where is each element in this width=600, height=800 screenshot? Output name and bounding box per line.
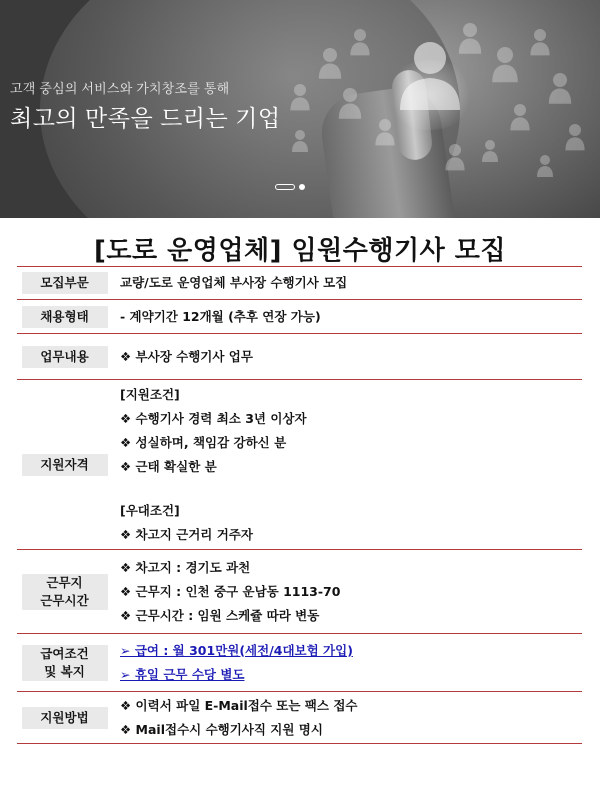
network-person-body (290, 97, 309, 110)
table-row (17, 634, 582, 692)
row-label (22, 272, 108, 294)
row-label-text: 근무지 (46, 574, 83, 590)
carousel-indicator[interactable] (275, 184, 305, 190)
network-person-body (510, 117, 529, 130)
row-label-text: 채용형태 (40, 308, 89, 324)
content-line: ❖ 이력서 파일 E-Mail접수 또는 팩스 접수 (120, 697, 358, 713)
network-person-body (537, 166, 553, 177)
network-person-body (445, 157, 464, 170)
network-person-body (565, 137, 584, 150)
network-person-icon (497, 47, 513, 63)
row-label (22, 346, 108, 368)
content-line: ❖ 근무시간 : 임원 스케쥴 따라 변동 (120, 607, 320, 623)
hero-subtitle: 고객 중심의 서비스와 가치창조를 통해 (10, 81, 230, 96)
network-person-icon (540, 155, 550, 165)
row-label-cell (17, 692, 112, 743)
row-label-text: 지원방법 (40, 709, 89, 725)
network-person-icon (323, 48, 337, 62)
network-person-body (350, 42, 369, 55)
row-label-cell (17, 380, 112, 549)
network-person-body (375, 132, 394, 145)
row-label (22, 645, 108, 681)
row-label (22, 574, 108, 610)
table-row (17, 692, 582, 744)
row-label (22, 454, 108, 476)
row-label-text: 지원자격 (40, 456, 89, 472)
row-label-cell (17, 334, 112, 379)
hero-glow (385, 60, 475, 130)
network-person-icon (514, 104, 526, 116)
content-line: ❖ 수행기사 경력 최소 3년 이상자 (120, 410, 307, 426)
network-person-icon (379, 119, 391, 131)
row-content (112, 550, 582, 633)
content-line: ❖ 차고지 : 경기도 과천 (120, 559, 251, 575)
row-content (112, 380, 582, 549)
network-person-icon (294, 84, 306, 96)
table-row (17, 300, 582, 334)
content-line: [지원조건] (120, 386, 180, 402)
row-label-text: 급여조건 (40, 645, 89, 661)
row-label (22, 707, 108, 729)
table-row (17, 550, 582, 634)
content-line: ❖ 근태 확실한 분 (120, 458, 217, 474)
network-person-icon (485, 140, 495, 150)
network-person-body (492, 65, 518, 83)
carousel-dot[interactable] (299, 184, 305, 190)
content-line: [우대조건] (120, 502, 180, 518)
row-label-text: 및 복지 (44, 663, 85, 679)
network-person-body (292, 141, 308, 152)
recruitment-table (17, 266, 582, 744)
content-line: 교량/도로 운영업체 부사장 수행기사 모집 (120, 275, 348, 290)
content-line: ❖ 성실하며, 책임감 강하신 분 (120, 434, 287, 450)
carousel-dot-active[interactable] (275, 184, 295, 190)
content-line: - 계약기간 12개월 (추후 연장 가능) (120, 308, 321, 324)
network-person-icon (534, 29, 546, 41)
content-line: ❖ 차고지 근거리 거주자 (120, 526, 253, 542)
table-row (17, 380, 582, 550)
row-content (112, 692, 582, 743)
network-person-icon (354, 29, 366, 41)
benefit-link[interactable]: ➢ 급여 : 월 301만원(세전/4대보험 가입) (120, 642, 353, 658)
row-label-text: 업무내용 (40, 348, 89, 364)
row-content (112, 334, 582, 379)
page-title: [도로 운영업체] 임원수행기사 모집 (93, 236, 507, 266)
row-content (112, 634, 582, 691)
hero-headline: 최고의 만족을 드리는 기업 (10, 105, 281, 131)
network-person-icon (343, 88, 357, 102)
row-label-cell (17, 267, 112, 299)
table-row (17, 266, 582, 300)
row-label-text: 모집부문 (40, 275, 89, 290)
row-label (22, 306, 108, 328)
network-person-body (482, 151, 498, 162)
network-person-icon (295, 130, 305, 140)
network-person-icon (569, 124, 581, 136)
row-content (112, 267, 582, 299)
network-person-body (549, 88, 571, 103)
network-person-icon (463, 23, 477, 37)
content-line: ❖ Mail접수시 수행기사직 지원 명시 (120, 721, 323, 737)
row-content (112, 300, 582, 333)
content-line: ❖ 부사장 수행기사 업무 (120, 348, 253, 364)
benefit-link[interactable]: ➢ 휴일 근무 수당 별도 (120, 666, 245, 682)
network-person-body (319, 63, 341, 78)
network-person-icon (553, 73, 567, 87)
table-row (17, 334, 582, 380)
content-line: ❖ 근무지 : 인천 중구 운남동 1113-70 (120, 583, 341, 599)
network-person-body (459, 38, 481, 53)
network-person-body (339, 103, 361, 118)
row-label-cell (17, 634, 112, 691)
spacer (120, 479, 582, 499)
row-label-cell (17, 300, 112, 333)
row-label-text: 근무시간 (40, 592, 89, 608)
network-person-body (530, 42, 549, 55)
row-label-cell (17, 550, 112, 633)
hero-banner (0, 0, 600, 218)
network-person-icon (449, 144, 461, 156)
